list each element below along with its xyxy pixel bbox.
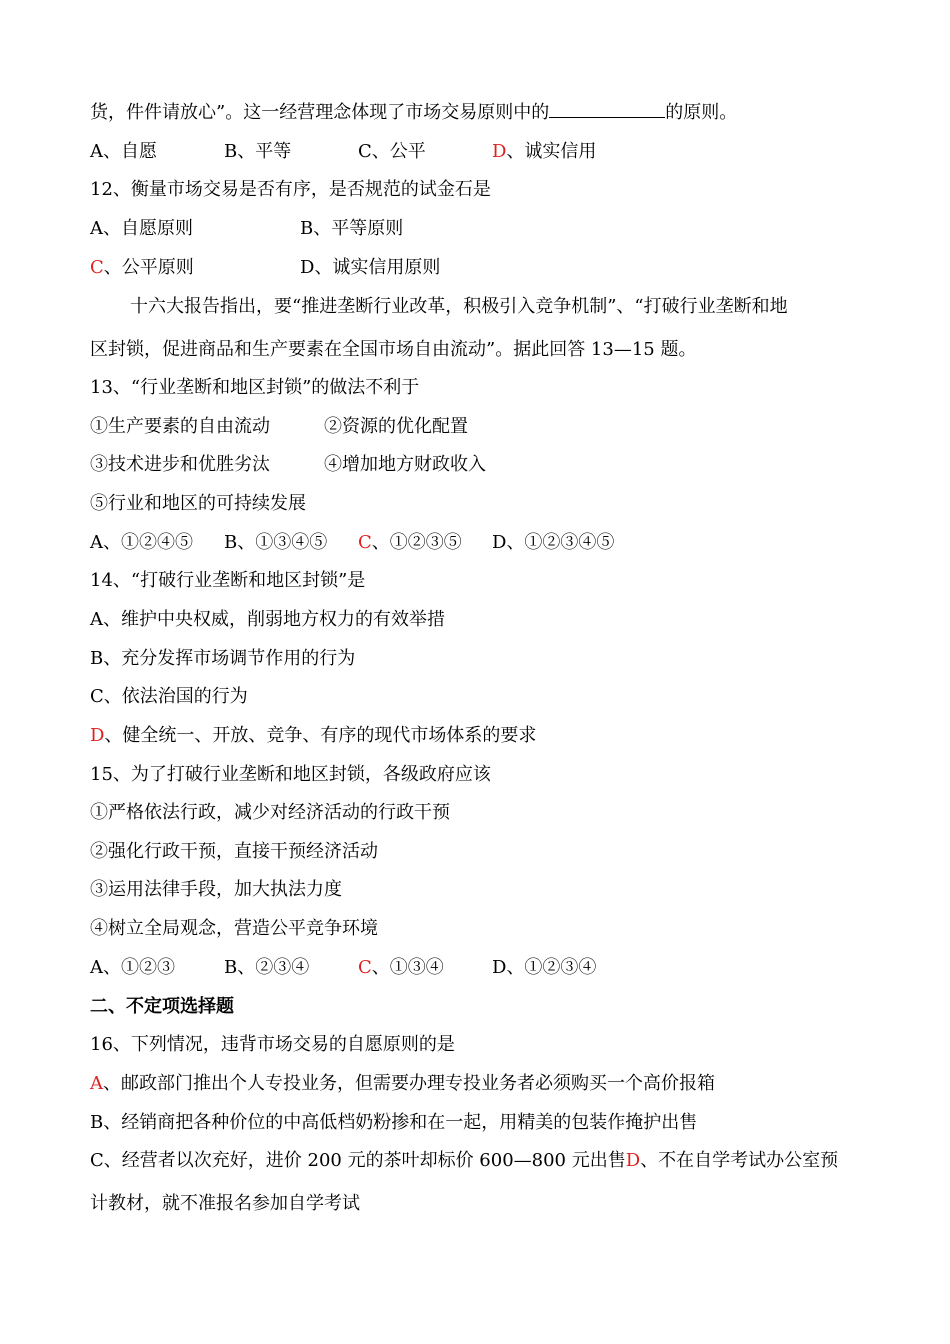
q11-stem-tail — [90, 101, 737, 125]
q13-item-5: ⑤行业和地区的可持续发展 — [90, 493, 306, 514]
q15-option-c[interactable]: C、①③④ — [358, 957, 444, 978]
q16-option-c[interactable]: C、经营者以次充好，进价 200 元的茶叶却标价 600—800 元出售 — [90, 1150, 626, 1171]
q15-item-3: ③运用法律手段，加大执法力度 — [90, 879, 342, 900]
q15-option-a[interactable]: A、①②③ — [90, 957, 175, 978]
q12-option-c[interactable]: C、公平原则 — [90, 257, 194, 278]
q13-item-1: ①生产要素的自由流动 — [90, 416, 270, 437]
q16-option-d[interactable]: D、不在自学考试办公室预 — [625, 1150, 839, 1171]
q14-stem: 14、“打破行业垄断和地区封锁”是 — [90, 570, 366, 591]
q12-stem: 12、衡量市场交易是否有序，是否规范的试金石是 — [90, 179, 491, 200]
q11-stem-text: 货，件件请放心”。这一经营理念体现了市场交易原则中的 — [90, 102, 550, 123]
answer-blank — [549, 101, 665, 118]
q13-stem: 13、“行业垄断和地区封锁”的做法不利于 — [90, 377, 420, 398]
q13-option-b[interactable]: B、①③④⑤ — [224, 532, 328, 553]
material-line-2: 区封锁，促进商品和生产要素在全国市场自由流动”。据此回答 13—15 题。 — [90, 339, 697, 360]
q11-option-c[interactable]: C、公平 — [358, 141, 426, 162]
q16-stem: 16、下列情况，违背市场交易的自愿原则的是 — [90, 1034, 455, 1055]
q14-option-a[interactable]: A、维护中央权威，削弱地方权力的有效举措 — [90, 609, 445, 630]
q15-option-b[interactable]: B、②③④ — [224, 957, 310, 978]
q11-option-a[interactable]: A、自愿 — [90, 141, 157, 162]
q11-option-b[interactable]: B、平等 — [224, 141, 292, 162]
q15-stem: 15、为了打破行业垄断和地区封锁，各级政府应该 — [90, 764, 491, 785]
q16-option-a[interactable]: A、邮政部门推出个人专投业务，但需要办理专投业务者必须购买一个高价报箱 — [90, 1073, 715, 1094]
q11-stem-end: 的原则。 — [665, 102, 738, 123]
q11-option-d[interactable]: D、诚实信用 — [492, 141, 597, 162]
q14-option-d[interactable]: D、健全统一、开放、竞争、有序的现代市场体系的要求 — [90, 725, 537, 746]
q12-option-a[interactable]: A、自愿原则 — [90, 218, 193, 239]
q13-item-2: ②资源的优化配置 — [324, 416, 468, 437]
q13-option-d[interactable]: D、①②③④⑤ — [492, 532, 615, 553]
q13-item-3: ③技术进步和优胜劣汰 — [90, 454, 270, 475]
q13-option-a[interactable]: A、①②④⑤ — [90, 532, 193, 553]
q16-option-d-continuation: 计教材，就不准报名参加自学考试 — [90, 1193, 360, 1214]
q15-option-d[interactable]: D、①②③④ — [492, 957, 597, 978]
section-heading: 二、不定项选择题 — [90, 996, 234, 1017]
q14-option-b[interactable]: B、充分发挥市场调节作用的行为 — [90, 648, 356, 669]
q14-option-c[interactable]: C、依法治国的行为 — [90, 686, 248, 707]
q15-item-4: ④树立全局观念，营造公平竞争环境 — [90, 918, 378, 939]
q13-option-c[interactable]: C、①②③⑤ — [358, 532, 462, 553]
q12-option-d[interactable]: D、诚实信用原则 — [300, 257, 441, 278]
q16-options-cd — [90, 1149, 838, 1173]
q15-item-2: ②强化行政干预，直接干预经济活动 — [90, 841, 378, 862]
q12-option-b[interactable]: B、平等原则 — [300, 218, 404, 239]
material-line-1: 十六大报告指出，要“推进垄断行业改革，积极引入竞争机制”、“打破行业垄断和地 — [130, 296, 788, 317]
q15-item-1: ①严格依法行政，减少对经济活动的行政干预 — [90, 802, 450, 823]
q13-item-4: ④增加地方财政收入 — [324, 454, 486, 475]
q16-option-b[interactable]: B、经销商把各种价位的中高低档奶粉掺和在一起，用精美的包装作掩护出售 — [90, 1112, 698, 1133]
